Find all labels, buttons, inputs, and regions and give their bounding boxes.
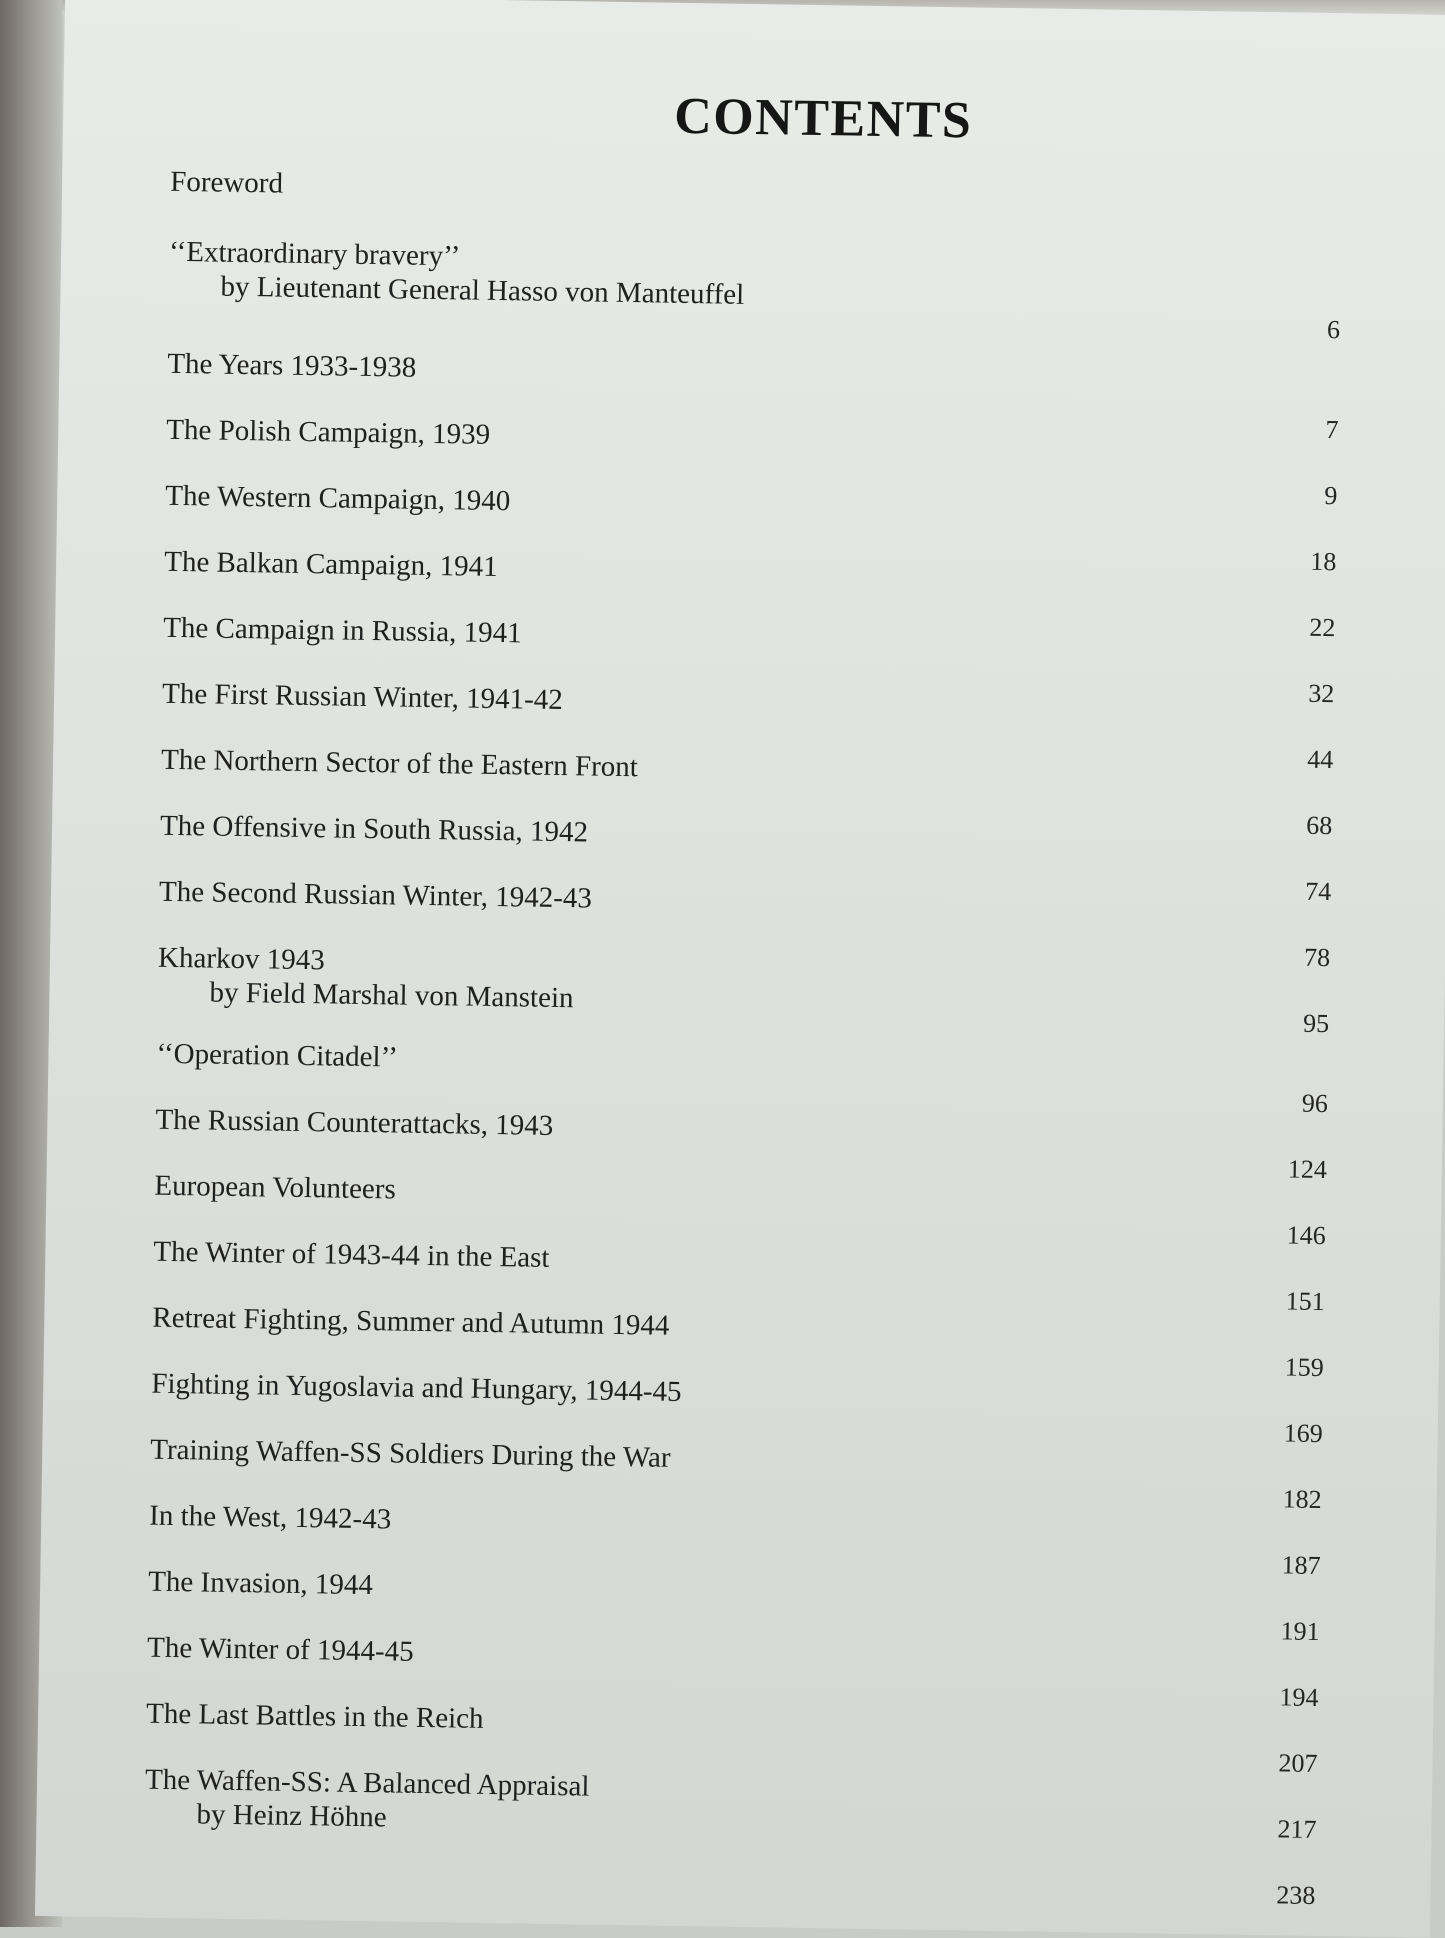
toc-page-number: 96 [1301,1088,1329,1119]
toc-entry-title: Training Waffen-SS Soldiers During the War [150,1433,671,1474]
toc-entry-title: The Campaign in Russia, 1941 [162,611,522,650]
toc-entry [160,809,588,850]
toc-entry-title: The Invasion, 1944 [147,1565,374,1602]
toc-entry [152,1301,670,1343]
toc-entry-title: Foreword [169,165,284,200]
toc-entry-byline: by Heinz Höhne [196,1798,387,1834]
toc-entry [149,1499,391,1537]
toc-entry-title: ‘‘Operation Citadel’’ [156,1037,399,1074]
toc-page-number: 78 [1303,942,1331,973]
toc-entry-title: The Polish Campaign, 1939 [166,413,491,451]
toc-entry [155,1103,553,1143]
toc-entry [156,1037,398,1075]
toc-entry [154,1169,396,1207]
toc-entry [162,677,563,717]
toc-entry [151,1367,682,1409]
toc-page-number: 207 [1278,1748,1318,1779]
toc-entry [168,235,745,312]
toc-entry [144,1763,589,1838]
toc-entry-title: The Second Russian Winter, 1942-43 [158,875,593,915]
toc-entry [147,1631,414,1669]
toc-page-number: 238 [1276,1880,1316,1910]
toc-entry-title: The Russian Counterattacks, 1943 [155,1103,554,1142]
toc-entry-title: The Last Battles in the Reich [145,1697,484,1735]
toc-entry-title: The Winter of 1943-44 in the East [153,1235,550,1274]
toc-entry-title: In the West, 1942-43 [149,1499,392,1536]
toc-entry-title: The Winter of 1944-45 [146,1631,414,1668]
toc-page-number: 194 [1279,1682,1319,1713]
toc-entry-byline: by Field Marshal von Manstein [209,976,574,1015]
toc-page-number: 7 [1325,414,1339,445]
toc-entry [167,347,416,385]
toc-entry-title: The First Russian Winter, 1941-42 [161,677,564,717]
toc-entry [150,1433,671,1475]
toc-page-number: 32 [1308,678,1335,709]
toc-entry [165,479,511,518]
toc-entry [166,413,490,452]
toc-entry [164,545,498,584]
toc-page-number: 191 [1280,1616,1320,1647]
toc-page-number: 159 [1284,1352,1324,1383]
toc-entry [153,1235,550,1275]
toc-page-number: 74 [1304,876,1332,907]
toc-page-number: 68 [1306,810,1333,841]
toc-entry [161,743,638,784]
contents-page [35,0,1445,1938]
toc-entry-title: Fighting in Yugoslavia and Hungary, 1944-45 [151,1367,682,1408]
toc-entry-title: The Northern Sector of the Eastern Front [160,743,639,784]
toc-entry-title: The Offensive in South Russia, 1942 [159,809,589,849]
toc-page-number: 151 [1285,1286,1325,1317]
toc-entry-byline: by Lieutenant General Hasso von Manteuffel [220,270,745,311]
toc-entry-title: The Balkan Campaign, 1941 [163,545,498,583]
toc-page-number: 217 [1277,1814,1317,1845]
toc-page-number: 18 [1310,546,1337,577]
toc-page-number: 187 [1281,1550,1321,1581]
page-title: CONTENTS [673,87,973,150]
toc-page-number: 169 [1283,1418,1323,1449]
toc-entry-title: Retreat Fighting, Summer and Autumn 1944 [152,1301,670,1342]
toc-entry-title: The Waffen-SS: A Balanced Appraisal [144,1763,590,1803]
toc-entry-title: Kharkov 1943 [157,941,325,977]
toc-page-number: 6 [1326,314,1341,345]
toc-page-number: 44 [1307,744,1334,775]
toc-page-number: 95 [1302,1008,1330,1039]
toc-page-number: 22 [1309,612,1336,643]
toc-page-number: 182 [1282,1484,1322,1515]
toc-page-number: 146 [1286,1220,1327,1251]
toc-entry [170,165,283,201]
toc-entry-title: The Western Campaign, 1940 [165,479,511,518]
toc-entry [163,611,522,651]
toc-entry-title: European Volunteers [154,1169,397,1206]
toc-entry [146,1697,484,1736]
toc-entry [157,941,574,1016]
toc-entry [159,875,592,916]
toc-page-number: 9 [1324,480,1338,511]
toc-entry [148,1565,373,1603]
toc-entry-title: ‘‘Extraordinary bravery’’ [168,235,461,273]
toc-page-number: 124 [1287,1154,1328,1185]
toc-entry-title: The Years 1933-1938 [167,347,417,384]
